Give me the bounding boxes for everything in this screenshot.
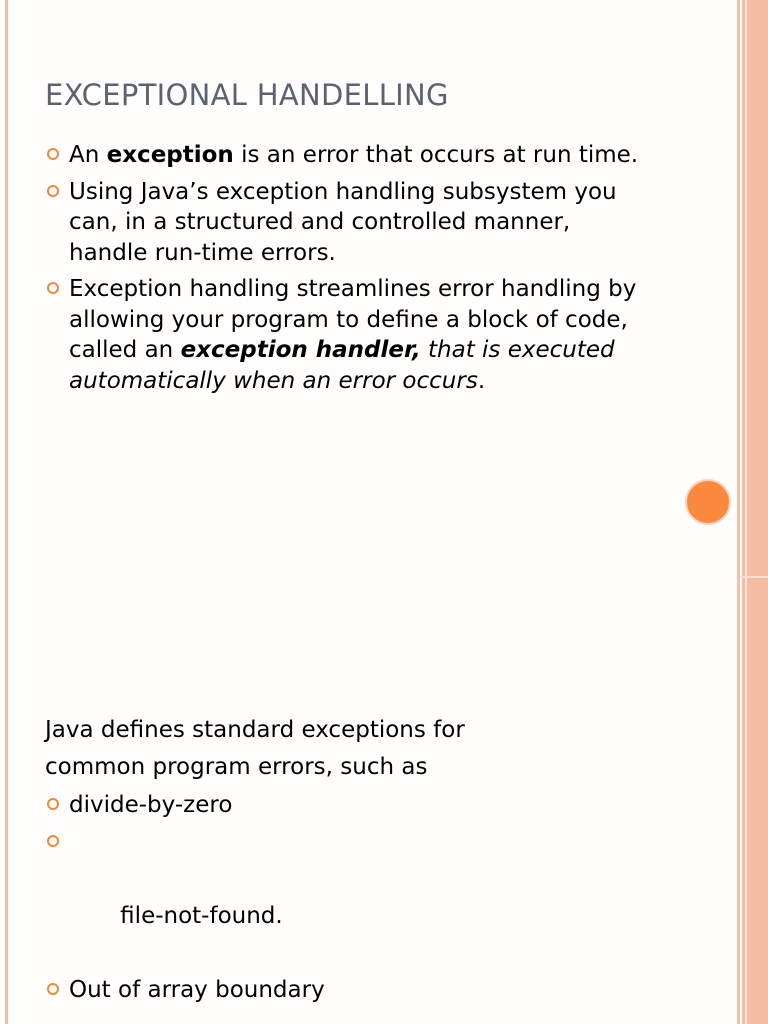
example-item	[45, 972, 645, 1009]
examples-bullet-list	[45, 787, 645, 1009]
bullet-ring-icon	[47, 983, 59, 995]
main-bullet-list	[45, 140, 645, 402]
bullet-text-italic: that is executed automatically when an error occurs	[69, 337, 615, 394]
right-band-highlight	[745, 0, 747, 1024]
bullet-ring-icon	[47, 282, 59, 294]
orange-circle-ornament	[685, 479, 731, 525]
bullet-text-pre: Exception handling streamlines error handling by allowing your program to define a block of code, called an	[69, 276, 637, 363]
bullet-text-post: is an error that occurs at run time.	[233, 142, 639, 168]
bullet-item-java-subsystem	[45, 177, 645, 269]
left-border-line	[5, 0, 8, 1024]
example-text: Out of array boundary	[69, 977, 325, 1003]
bullet-text: Using Java’s exception handling subsystem you can, in a structured and controlled manner, handle run-time errors.	[69, 178, 617, 266]
paragraph-line-2: common program errors, such as	[45, 754, 428, 780]
bullet-keyword-exception: exception	[106, 142, 234, 168]
example-text: file-not-found.	[112, 903, 283, 929]
bullet-ring-icon	[47, 185, 59, 197]
right-band-divider	[740, 576, 768, 578]
bullet-item-exception-definition	[45, 140, 645, 171]
bullet-ring-icon	[47, 148, 59, 160]
bullet-ring-icon	[47, 798, 59, 810]
example-item	[45, 824, 645, 972]
example-text: divide-by-zero	[69, 792, 233, 818]
bullet-ring-icon	[47, 835, 59, 847]
bullet-text-pre: An	[69, 142, 107, 168]
paragraph-line-1: Java defines standard exceptions for	[45, 717, 465, 743]
standard-exceptions-paragraph	[45, 712, 645, 786]
bullet-text-end: .	[477, 367, 486, 394]
bullet-item-exception-handler	[45, 274, 645, 396]
right-border-line	[737, 0, 740, 1024]
bullet-keyword-exception-handler: exception handler,	[180, 337, 421, 363]
example-item	[45, 787, 645, 824]
slide-title: EXCEPTIONAL HANDELLING	[45, 78, 449, 112]
